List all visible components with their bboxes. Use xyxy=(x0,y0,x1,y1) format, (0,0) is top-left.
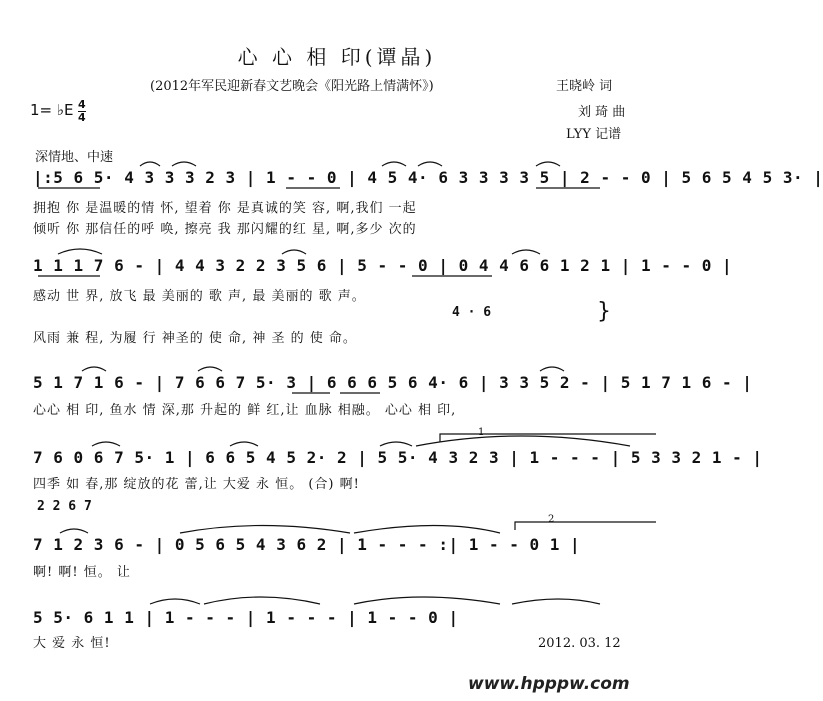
system-6-lyrics: 大 爱 永 恒! xyxy=(33,636,111,651)
system-4-notes: 7 6 0 6 7 5· 1 | 6 6 5 4 5 2· 2 | 5 5· 4 3 2 3 | 1 - - - | 5 3 3 2 1 - | xyxy=(33,448,763,467)
slur xyxy=(282,250,306,254)
slur xyxy=(92,442,120,446)
system-1-lyrics-verse-1: 拥抱 你 是温暖的情 怀, 望着 你 是真诚的笑 容, 啊,我们 一起 xyxy=(33,201,417,216)
slur xyxy=(382,162,406,166)
composer-credit: 刘 琦 曲 xyxy=(578,105,626,120)
system-4-lyrics: 四季 如 春,那 绽放的花 蕾,让 大爱 永 恒。 (合) 啊! xyxy=(33,477,360,492)
slur xyxy=(536,162,560,166)
slur xyxy=(540,367,564,371)
system-2-notes: 1 1 1 7 6 - | 4 4 3 2 2 3 5 6 | 5 - - 0 | 0 4 4 6 6 1 2 1 | 1 - - 0 | xyxy=(33,256,733,275)
slur xyxy=(172,162,196,166)
slur xyxy=(354,597,500,604)
slur xyxy=(140,162,160,166)
slur xyxy=(58,249,102,254)
transcription-date: 2012. 03. 12 xyxy=(538,636,621,651)
system-5-notes: 7 1 2 3 6 - | 0 5 6 5 4 3 6 2 | 1 - - - :| 1 - - 0 1 | xyxy=(33,535,581,554)
volta-1-label: 1 xyxy=(478,427,485,438)
slur xyxy=(150,599,200,604)
system-2-lyrics-verse-2: 风雨 兼 程, 为履 行 神圣的 使 命, 神 圣 的 使 命。 xyxy=(33,331,357,346)
verse-brace: } xyxy=(597,299,611,324)
system-2-alt-notes: 4 · 6 xyxy=(452,305,492,320)
system-1-notes: |:5 6 5· 4 3 3 3 2 3 | 1 - - 0 | 4 5 4· 6 3 3 3 3 5 | 2 - - 0 | 5 6 5 4 5 3· | xyxy=(33,168,823,187)
slur xyxy=(512,599,600,604)
key-signature: 1= ♭E xyxy=(30,101,74,119)
time-signature-top: 4 xyxy=(78,98,86,111)
system-5-alt-notes: 2 2 6 7 xyxy=(37,499,92,514)
slur xyxy=(416,436,630,446)
watermark: www.hpppw.com xyxy=(468,674,630,694)
slur xyxy=(60,529,88,533)
subtitle: (2012年军民迎新春文艺晚会《阳光路上情满怀》) xyxy=(150,79,434,94)
slur xyxy=(354,526,500,534)
slur xyxy=(512,250,540,254)
slur xyxy=(230,442,258,446)
slur xyxy=(418,162,442,166)
volta-2-bracket xyxy=(515,522,656,530)
slur xyxy=(204,597,320,604)
system-6-notes: 5 5· 6 1 1 | 1 - - - | 1 - - - | 1 - - 0 | xyxy=(33,608,459,627)
slur xyxy=(380,442,412,446)
lyricist-credit: 王晓岭 词 xyxy=(556,79,613,94)
system-1-lyrics-verse-2: 倾听 你 那信任的呼 唤, 擦亮 我 那闪耀的红 星, 啊,多少 次的 xyxy=(33,222,417,237)
system-3-notes: 5 1 7 1 6 - | 7 6 6 7 5· 3 | 6 6 6 5 6 4· 6 | 3 3 5 2 - | 5 1 7 1 6 - | xyxy=(33,373,753,392)
system-2-lyrics-verse-1: 感动 世 界, 放飞 最 美丽的 歌 声, 最 美丽的 歌 声。 xyxy=(33,289,366,304)
slur xyxy=(198,367,222,371)
volta-2-label: 2 xyxy=(548,514,555,525)
transcriber-credit: LYY 记谱 xyxy=(566,127,622,142)
system-3-lyrics: 心心 相 印, 鱼水 情 深,那 升起的 鲜 红,让 血脉 相融。 心心 相 印, xyxy=(33,403,457,418)
system-5-lyrics: 啊! 啊! 恒。 让 xyxy=(33,565,131,580)
time-signature-bottom: 4 xyxy=(78,111,86,124)
slur xyxy=(180,526,350,534)
slur xyxy=(82,367,106,371)
song-title: 心 心 相 印(谭晶) xyxy=(237,45,437,69)
tempo-marking: 深情地、中速 xyxy=(35,150,114,165)
